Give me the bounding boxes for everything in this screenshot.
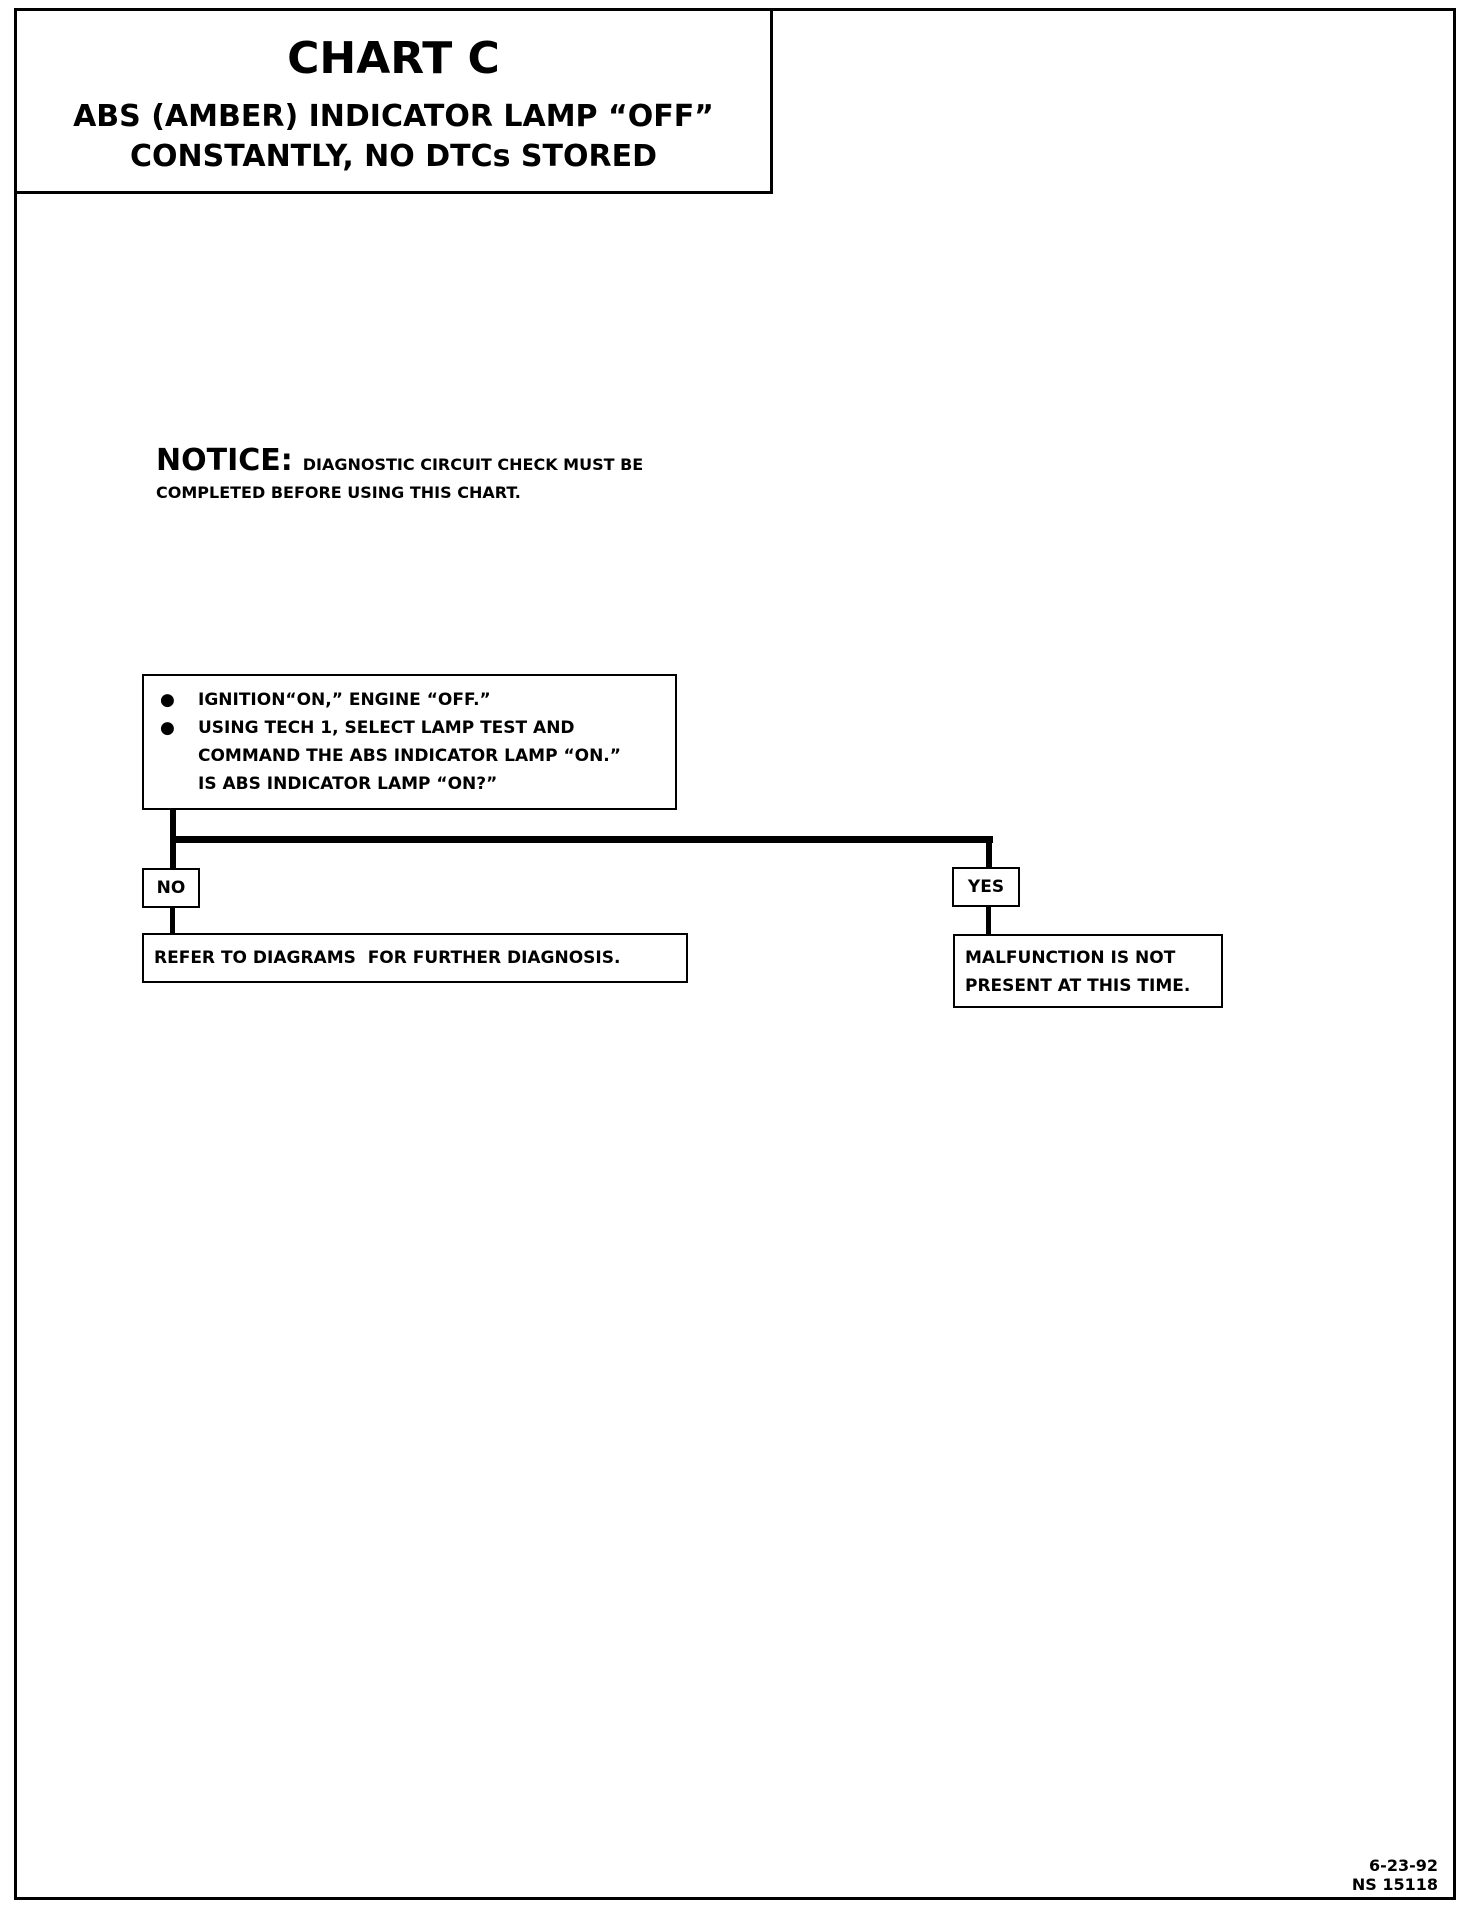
no-label: NO bbox=[142, 868, 200, 908]
yes-result-line-2: PRESENT AT THIS TIME. bbox=[965, 976, 1191, 996]
yes-label: YES bbox=[952, 867, 1020, 907]
connector-no-result bbox=[170, 906, 175, 934]
question-bullet-2-line-1: USING TECH 1, SELECT LAMP TEST AND bbox=[198, 718, 575, 738]
footer-number: NS 15118 bbox=[1351, 1875, 1438, 1894]
question-bullet-2-line-2: COMMAND THE ABS INDICATOR LAMP “ON.” bbox=[198, 746, 621, 766]
title-box bbox=[14, 8, 773, 194]
question-box bbox=[142, 674, 677, 810]
question-bullet-1 bbox=[156, 686, 663, 714]
question-bullet-2-line-3: IS ABS INDICATOR LAMP “ON?” bbox=[198, 774, 498, 794]
chart-title: CHART C bbox=[287, 33, 500, 84]
question-list bbox=[156, 686, 663, 798]
notice bbox=[156, 443, 856, 507]
notice-label: NOTICE: bbox=[156, 443, 293, 478]
bullet-icon: ● bbox=[160, 718, 175, 738]
yes-result-line-1: MALFUNCTION IS NOT bbox=[965, 948, 1176, 968]
no-result-text: REFER TO DIAGRAMS FOR FURTHER DIAGNOSIS. bbox=[154, 948, 621, 968]
question-bullet-1-text: IGNITION“ON,” ENGINE “OFF.” bbox=[198, 690, 491, 710]
subtitle-line-1: ABS (AMBER) INDICATOR LAMP “OFF” bbox=[73, 99, 714, 134]
connector-yes-vertical bbox=[986, 836, 992, 868]
footer-date: 6-23-92 bbox=[1369, 1856, 1438, 1875]
subtitle-line-2: CONSTANTLY, NO DTCs STORED bbox=[129, 139, 657, 174]
bullet-icon: ● bbox=[160, 690, 175, 710]
no-result-box bbox=[142, 933, 688, 983]
connector-yes-result bbox=[986, 906, 991, 935]
footer-code bbox=[1352, 1856, 1438, 1894]
connector-horizontal bbox=[170, 836, 993, 843]
notice-line-1 bbox=[156, 443, 856, 479]
chart-subtitle bbox=[17, 97, 770, 177]
yes-result-box bbox=[953, 934, 1223, 1008]
notice-text-1: DIAGNOSTIC CIRCUIT CHECK MUST BE bbox=[302, 455, 644, 474]
notice-text-2: COMPLETED BEFORE USING THIS CHART. bbox=[156, 483, 521, 502]
question-bullet-2 bbox=[156, 714, 663, 798]
